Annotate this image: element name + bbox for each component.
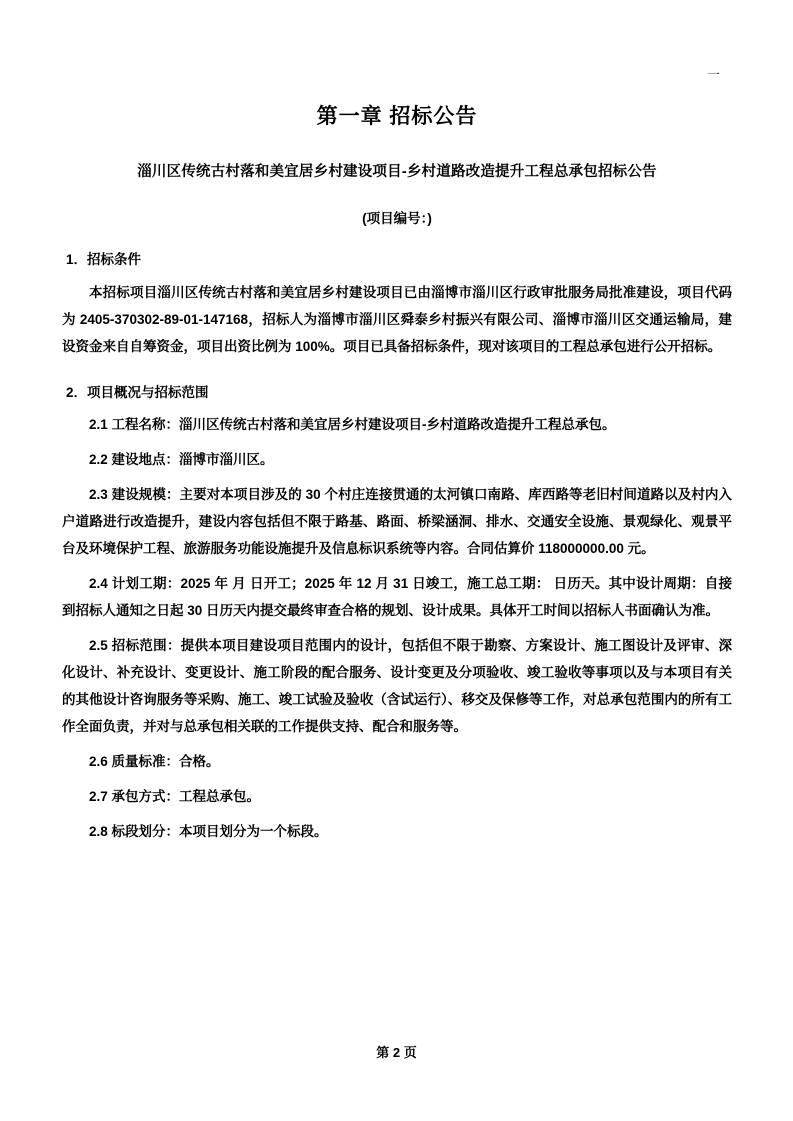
section-heading: 2．项目概况与招标范围	[66, 384, 209, 400]
project-number: (项目编号：)	[362, 211, 432, 226]
paragraph: 本招标项目淄川区传统古村落和美宜居乡村建设项目已由淄博市淄川区行政审批服务局批准建设，项目代码为 2405-370302-89-01-147168，招标人为淄博市淄川区舜泰乡村振兴有限公司、淄博市淄川区交通运输局，建设资金来自自筹资金，项目出资比例为 100%。项目已具备招标条件，现对该项目的工程总承包进行公开招标。	[62, 284, 732, 354]
paragraph-schedule: 2.4 计划工期：2025 年 月 日开工；2025 年 12 月 31 日竣工，施工总工期： 日历天。其中设计周期：自接到招标人通知之日起 30 日历天内提交最终审查合格的规划、设计成果。具体开工时间以招标人书面确认为准。	[62, 576, 732, 619]
paragraph-contract-mode: 2.7 承包方式：工程总承包。	[89, 789, 261, 805]
paragraph-scope: 2.5 招标范围：提供本项目建设项目范围内的设计，包括但不限于勘察、方案设计、施工图设计及评审、深化设计、补充设计、变更设计、施工阶段的配合服务、设计变更及分项验收、竣工验收等事项以及与本项目有关的其他设计咨询服务等采购、施工、竣工试验及验收（含试运行）、移交及保修等工作，对总承包范围内的所有工作全面负责，并对与总承包相关联的工作提供支持、配合和服务等。	[62, 638, 732, 735]
page-footer: 第 2 页	[376, 1045, 417, 1060]
corner-mark: 一	[706, 67, 720, 82]
paragraph-location: 2.2 建设地点：淄博市淄川区。	[89, 452, 274, 468]
section-heading: 1．招标条件	[66, 252, 142, 267]
page-content	[62, 0, 732, 1121]
section-bidding-conditions	[62, 249, 732, 360]
document-title: 淄川区传统古村落和美宜居乡村建设项目-乡村道路改造提升工程总承包招标公告	[137, 164, 657, 180]
paragraph-scale: 2.3 建设规模：主要对本项目涉及的 30 个村庄连接贯通的太河镇口南路、库西路等老旧村间道路以及村内入户道路进行改造提升，建设内容包括但不限于路基、路面、桥梁涵洞、排水、交通安全设施、景观绿化、观景平台及环境保护工程、旅游服务功能设施提升及信息标识系统等内容。合同估算价 118000000.00 元。	[62, 487, 732, 557]
paragraph-project-name: 2.1 工程名称：淄川区传统古村落和美宜居乡村建设项目-乡村道路改造提升工程总承包。	[89, 417, 616, 433]
paragraph-lot-division: 2.8 标段划分：本项目划分为一个标段。	[89, 824, 328, 840]
paragraph-quality: 2.6 质量标准：合格。	[89, 754, 220, 770]
section-project-overview	[62, 382, 732, 846]
chapter-title: 第一章 招标公告	[316, 105, 478, 128]
